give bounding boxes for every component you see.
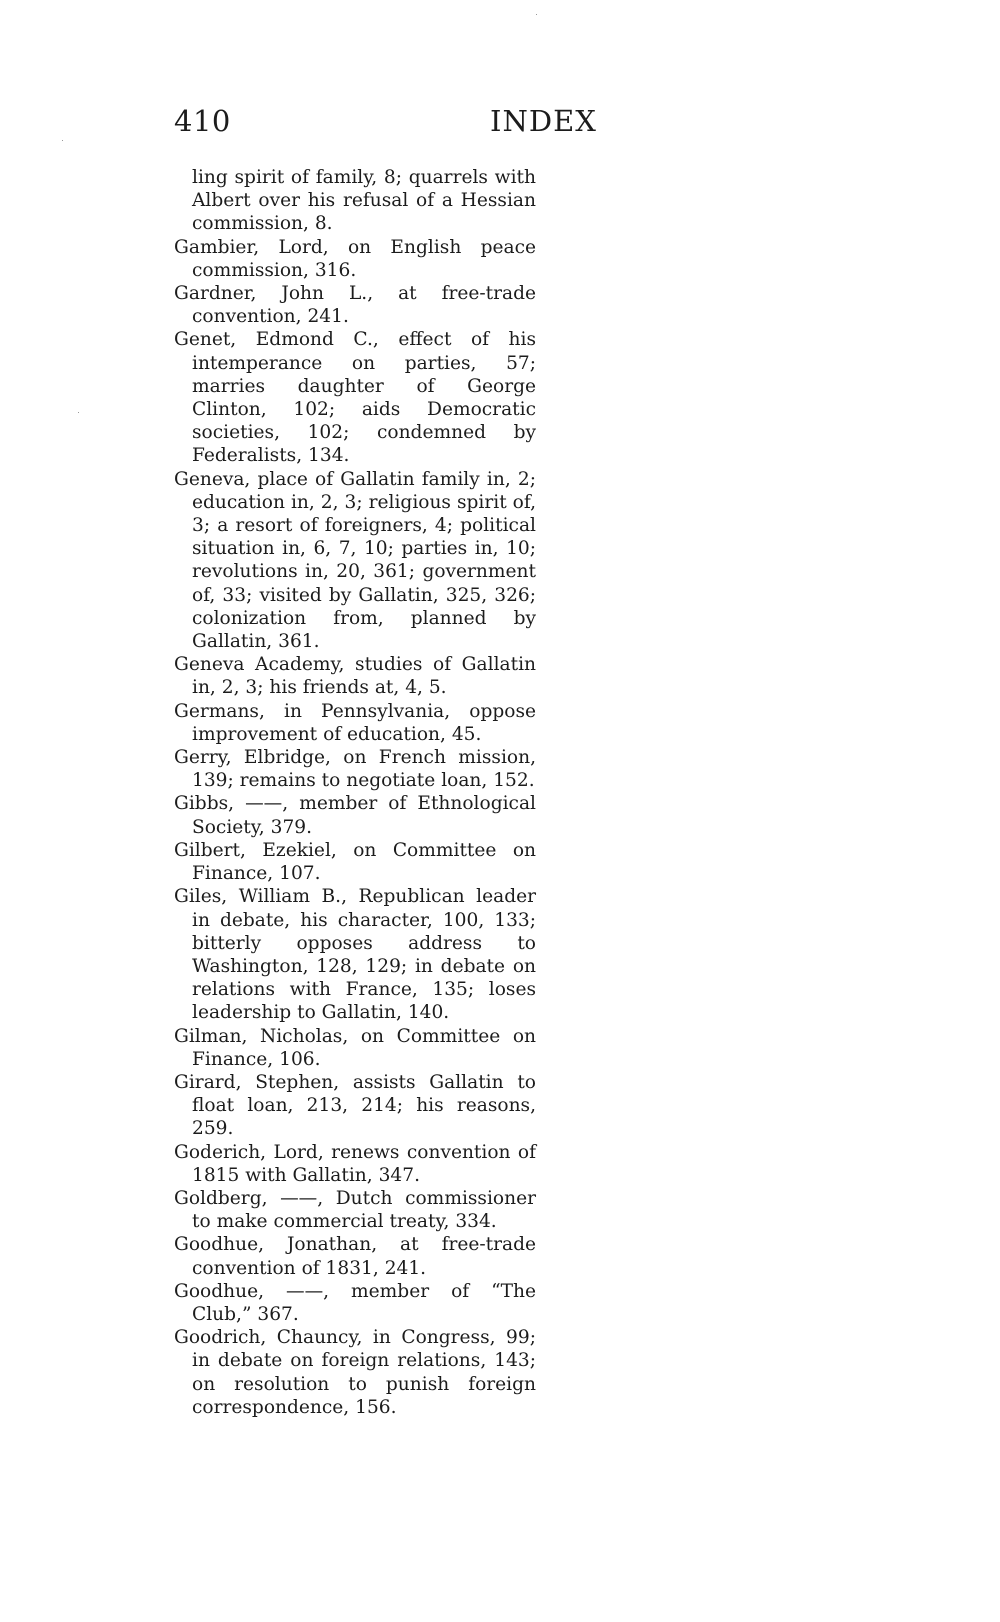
index-entry-continued: ling spirit of family, 8; quarrels with Albert over his refusal of a Hessian commission, 8. xyxy=(192,167,536,235)
index-column xyxy=(174,166,536,1419)
index-entry: Gilbert, Ezekiel, on Committee on Finance, 107. xyxy=(174,839,536,885)
index-entry: Goodhue, ——, member of “The Club,” 367. xyxy=(174,1280,536,1325)
index-entry: Gilman, Nicholas, on Committee on Finance, 106. xyxy=(174,1025,536,1070)
index-entry: Germans, in Pennsylvania, oppose improvement of education, 45. xyxy=(174,700,536,745)
index-entry: Giles, William B., Republican leader in debate, his character, 100, 133; bitterly opposes address to Washington, 128, 129; in debate on relations with France, 135; loses leadership to Gallatin, 140. xyxy=(174,886,536,1024)
index-entry: Gibbs, ——, member of Ethnological Society, 379. xyxy=(174,793,536,838)
scan-speck xyxy=(78,412,79,413)
index-entry: Girard, Stephen, assists Gallatin to float loan, 213, 214; his reasons, 259. xyxy=(174,1071,536,1140)
index-entry: Geneva, place of Gallatin family in, 2; education in, 2, 3; religious spirit of, 3; a resort of foreigners, 4; political situation in, 6, 7, 10; parties in, 10; revolutions in, 20, 361; government of, 33; visited by Gallatin, 325, 326; colonization from, planned by Gallatin, 361. xyxy=(174,468,536,653)
page-number: 410 xyxy=(174,104,231,138)
index-entry: Gerry, Elbridge, on French mission, 139; remains to negotiate loan, 152. xyxy=(174,747,536,792)
index-entry: Gambier, Lord, on English peace commission, 316. xyxy=(174,236,536,281)
index-entry: Goodrich, Chauncy, in Congress, 99; in debate on foreign relations, 143; on resolution to punish foreign correspondence, 156. xyxy=(174,1327,536,1418)
index-entry: Goodhue, Jonathan, at free-trade convention of 1831, 241. xyxy=(174,1234,536,1279)
index-entry: Goldberg, ——, Dutch commissioner to make commercial treaty, 334. xyxy=(174,1187,536,1233)
index-entry: Genet, Edmond C., effect of his intemperance on parties, 57; marries daughter of George Clinton, 102; aids Democratic societies, 102; condemned by Federalists, 134. xyxy=(174,329,536,467)
scan-speck xyxy=(62,140,63,141)
scan-speck xyxy=(536,14,537,15)
index-entry: Gardner, John L., at free-trade convention, 241. xyxy=(174,283,536,328)
index-entry: Goderich, Lord, renews convention of 1815 with Gallatin, 347. xyxy=(174,1141,536,1186)
index-entry: Geneva Academy, studies of Gallatin in, 2, 3; his friends at, 4, 5. xyxy=(174,654,536,699)
running-head: INDEX xyxy=(490,104,597,138)
